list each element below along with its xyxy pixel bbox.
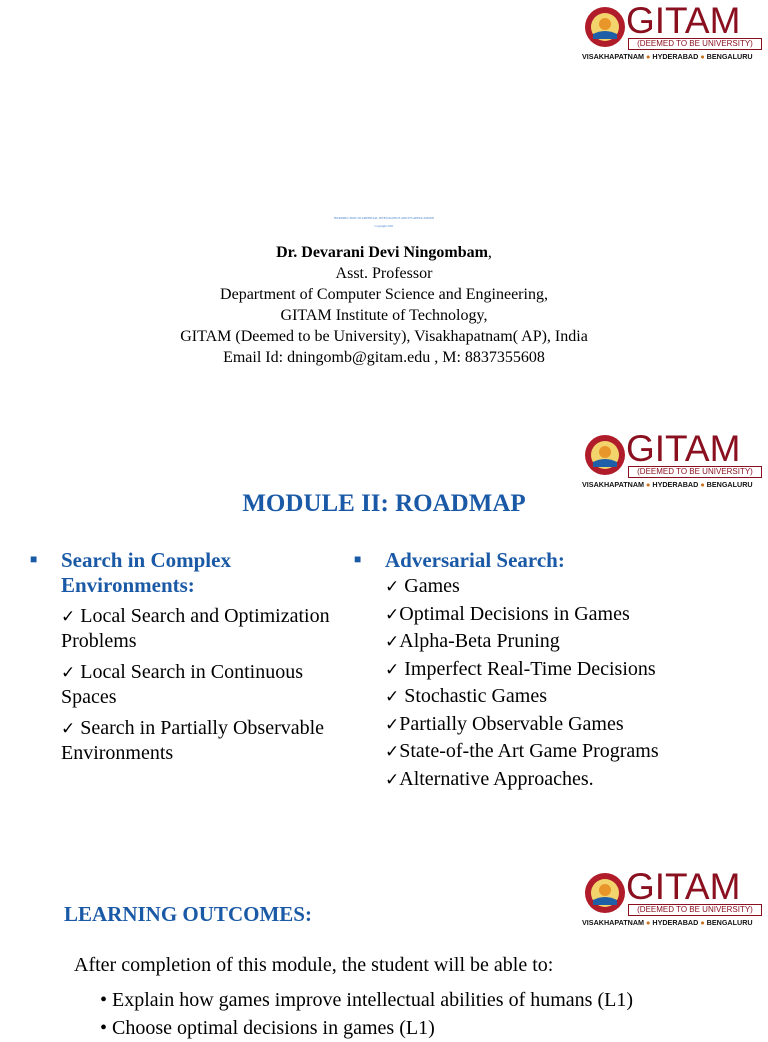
list-item: ✓Partially Observable Games xyxy=(385,712,624,735)
gitam-emblem-icon xyxy=(584,6,626,48)
outcomes-list xyxy=(100,986,633,1042)
logo-wordmark: GITAM xyxy=(626,428,741,469)
logo-cities: VISAKHAPATNAM ● HYDERABAD ● BENGALURU xyxy=(582,480,753,489)
author-line: Department of Computer Science and Engineering, xyxy=(220,286,548,303)
logo-cities: VISAKHAPATNAM ● HYDERABAD ● BENGALURU xyxy=(582,918,753,927)
list-item: ✓ Local Search and Optimization Problems xyxy=(61,605,330,652)
bullet-heading: ■ Adversarial Search: xyxy=(354,548,565,572)
list-item: ✓State-of-the Art Game Programs xyxy=(385,740,659,762)
author-line: GITAM Institute of Technology, xyxy=(280,307,488,324)
logo-deemed: (DEEMED TO BE UNIVERSITY) xyxy=(628,38,762,50)
tiny-title: INTRODUCTION TO ARTIFICIAL INTELLIGENCE AND ITS APPLICATIONS xyxy=(333,216,435,220)
list-item: ✓ Search in Partially Observable Environments xyxy=(61,717,325,764)
list-item: • Choose optimal decisions in games (L1) xyxy=(100,1017,435,1039)
checkmark-icon: ✓ xyxy=(385,742,400,761)
checkmark-icon: ✓ xyxy=(385,769,400,789)
gitam-logo xyxy=(582,866,762,932)
list-item: ✓Alpha-Beta Pruning xyxy=(385,630,560,652)
square-bullet-icon: ■ xyxy=(354,552,362,566)
logo-deemed: (DEEMED TO BE UNIVERSITY) xyxy=(628,904,762,916)
list-item: ✓ Imperfect Real-Time Decisions xyxy=(385,657,656,680)
slide-heading: MODULE II: ROADMAP xyxy=(242,490,526,517)
logo-wordmark: GITAM xyxy=(626,866,741,907)
checkmark-icon: ✓ xyxy=(385,632,400,651)
logo-deemed: (DEEMED TO BE UNIVERSITY) xyxy=(628,466,762,478)
checkmark-icon: ✓ xyxy=(61,719,76,738)
author-block: Dr. Devarani Devi Ningombam, Asst. Professor Department of Computer Science and Engineering, GITAM Institute of Technology, GITAM (Deemed to be University), Visakhapatnam( AP), India Email Id: dningomb@gitam.edu , M: 8837355608 xyxy=(0,242,768,368)
author-line: Asst. Professor xyxy=(335,265,433,282)
list-item: ✓ Games xyxy=(385,575,460,597)
bullet-heading: ■ Search in Complex Environments: xyxy=(30,548,231,597)
author-line: GITAM (Deemed to be University), Visakhapatnam( AP), India xyxy=(180,328,588,345)
slide-learning-outcomes xyxy=(0,836,768,1039)
checkmark-icon: ✓ xyxy=(385,577,400,596)
list-item: ✓ Local Search in Continuous Spaces xyxy=(61,661,303,708)
gitam-logo xyxy=(582,0,762,66)
intro-text: After completion of this module, the student will be able to: xyxy=(74,954,554,976)
slide-title xyxy=(0,0,768,418)
tiny-subtitle: Copyright 2021 xyxy=(374,224,394,228)
checkmark-icon: ✓ xyxy=(385,659,400,679)
gitam-emblem-icon xyxy=(584,872,626,914)
list-item: • Explain how games improve intellectual abilities of humans (L1) xyxy=(100,989,633,1011)
slide-heading: LEARNING OUTCOMES: xyxy=(64,902,312,926)
checkmark-icon: ✓ xyxy=(385,604,400,624)
list-item: ✓Alternative Approaches. xyxy=(385,767,594,790)
gitam-logo xyxy=(582,428,762,494)
logo-wordmark: GITAM xyxy=(626,0,741,41)
checkmark-icon: ✓ xyxy=(385,687,400,706)
slide-roadmap xyxy=(0,418,768,836)
list-item: ✓Optimal Decisions in Games xyxy=(385,602,630,625)
checkmark-icon: ✓ xyxy=(61,607,76,626)
checkmark-icon: ✓ xyxy=(61,663,76,682)
checkmark-icon: ✓ xyxy=(385,714,400,734)
list-item: ✓ Stochastic Games xyxy=(385,685,547,707)
author-name: Dr. Devarani Devi Ningombam xyxy=(276,244,488,261)
author-line: Email Id: dningomb@gitam.edu , M: 8837355608 xyxy=(223,349,545,366)
left-column xyxy=(30,548,340,766)
logo-cities: VISAKHAPATNAM ● HYDERABAD ● BENGALURU xyxy=(582,52,753,61)
gitam-emblem-icon xyxy=(584,434,626,476)
right-column xyxy=(354,548,754,793)
square-bullet-icon: ■ xyxy=(30,552,38,566)
